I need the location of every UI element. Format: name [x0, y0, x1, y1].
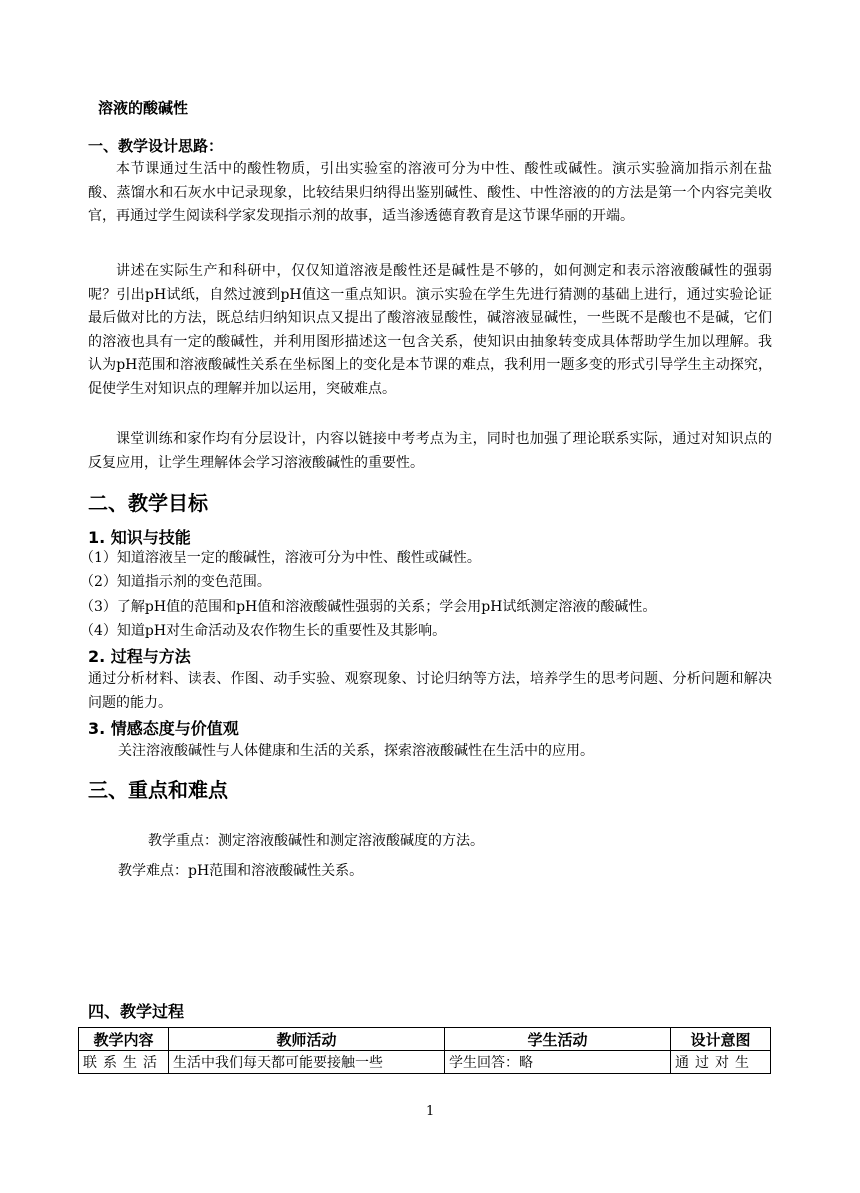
- table-row: [79, 1051, 771, 1074]
- key-point-text: 教学重点：测定溶液酸碱性和测定溶液酸碱度的方法。: [148, 833, 484, 849]
- section-3-heading: 三、重点和难点: [88, 778, 228, 802]
- table-cell: 学生回答：略: [445, 1051, 671, 1074]
- objective-item: （3）了解pH值的范围和pH值和溶液酸碱性强弱的关系；学会用pH试纸测定溶液的酸碱性。: [80, 599, 657, 615]
- table-header-cell: 教师活动: [169, 1028, 445, 1051]
- table-header-cell: 学生活动: [445, 1028, 671, 1051]
- objective-item: （4）知道pH对生命活动及农作物生长的重要性及其影响。: [80, 623, 447, 639]
- table-header-row: [79, 1028, 771, 1051]
- subsection-heading: 2. 过程与方法: [88, 647, 191, 666]
- section-1-paragraph: 讲述在实际生产和科研中，仅仅知道溶液是酸性还是碱性是不够的，如何测定和表示溶液酸碱性的强弱呢？引出pH试纸，自然过渡到pH值这一重点知识。演示实验在学生先进行猜测的基础上进行，通过实验论证最后做对比的方法，既总结归纳知识点又提出了酸溶液显酸性，碱溶液显碱性，一些既不是酸也不是碱，它们的溶液也具有一定的酸碱性，并利用图形描述这一包含关系，使知识由抽象转变成具体帮助学生加以理解。我认为pH范围和溶液酸碱性关系在坐标图上的变化是本节课的难点，我利用一题多变的形式引导学生主动探究，促使学生对知识点的理解并加以运用，突破难点。: [88, 263, 772, 397]
- subsection-heading: 3. 情感态度与价值观: [88, 719, 239, 738]
- table-header-cell: 教学内容: [79, 1028, 169, 1051]
- page-number: 1: [426, 1104, 435, 1119]
- table-header-cell: 设计意图: [671, 1028, 771, 1051]
- section-1-paragraph: 本节课通过生活中的酸性物质，引出实验室的溶液可分为中性、酸性或碱性。演示实验滴加指示剂在盐酸、蒸馏水和石灰水中记录现象，比较结果归纳得出鉴别碱性、酸性、中性溶液的的方法是第一个内容完美收官，再通过学生阅读科学家发现指示剂的故事，适当渗透德育教育是这节课华丽的开端。: [88, 161, 772, 224]
- table-cell: 通过对生: [671, 1051, 771, 1074]
- attitude-values-text: 关注溶液酸碱性与人体健康和生活的关系，探索溶液酸碱性在生活中的应用。: [118, 743, 594, 759]
- objective-item: （1）知道溶液呈一定的酸碱性，溶液可分为中性、酸性或碱性。: [80, 550, 481, 566]
- table-cell: 联系生活: [79, 1051, 169, 1074]
- subsection-heading: 1. 知识与技能: [88, 528, 191, 547]
- table-cell: 生活中我们每天都可能要接触一些: [169, 1051, 445, 1074]
- document-title: 溶液的酸碱性: [98, 99, 189, 117]
- process-method-text: 通过分析材料、读表、作图、动手实验、观察现象、讨论归纳等方法，培养学生的思考问题、分析问题和解决问题的能力。: [88, 671, 772, 711]
- objective-item: （2）知道指示剂的变色范围。: [80, 574, 271, 590]
- section-1-paragraph: 课堂训练和家作均有分层设计，内容以链接中考考点为主，同时也加强了理论联系实际，通过对知识点的反复应用，让学生理解体会学习溶液酸碱性的重要性。: [88, 431, 772, 471]
- difficulty-text: 教学难点：pH范围和溶液酸碱性关系。: [118, 863, 364, 879]
- section-4-heading: 四、教学过程: [88, 1002, 185, 1021]
- teaching-process-table: [78, 1027, 771, 1074]
- section-2-heading: 二、教学目标: [88, 491, 208, 515]
- section-1-heading: 一、教学设计思路：: [88, 137, 224, 155]
